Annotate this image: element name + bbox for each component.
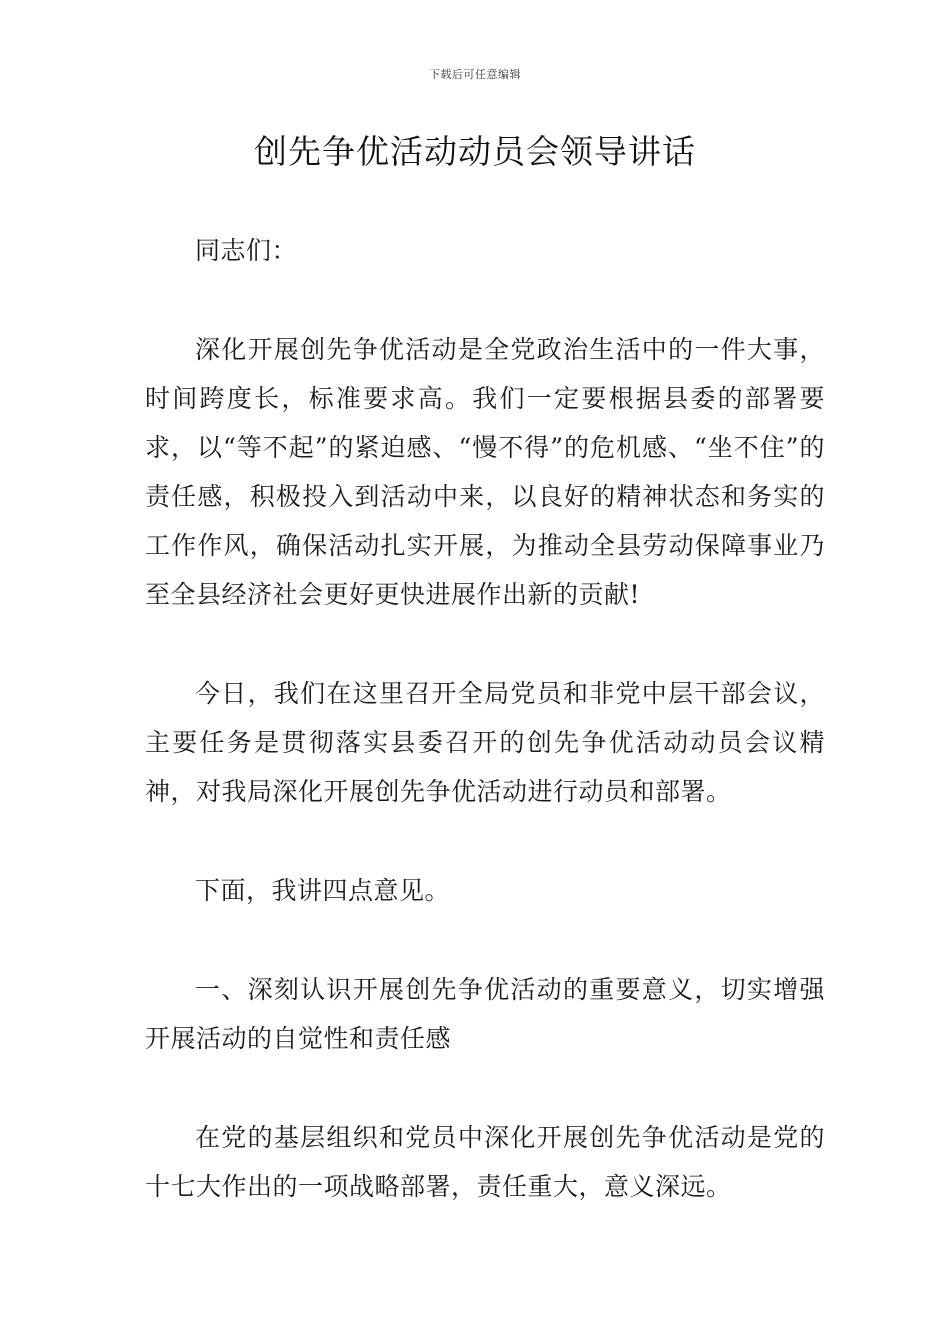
- document-body: [145, 226, 825, 1211]
- document-title: 创先争优活动动员会领导讲话: [254, 132, 696, 171]
- body-paragraph: 今日，我们在这里召开全局党员和非党中层干部会议，主要任务是贯彻落实县委召开的创先争优活动动员会议精神，对我局深化开展创先争优活动进行动员和部署。: [145, 679, 825, 806]
- body-paragraph: 下面，我讲四点意见。: [195, 876, 451, 905]
- salutation-paragraph: 同志们：: [195, 236, 298, 265]
- header-note: 下载后可任意编辑: [429, 68, 521, 81]
- section-heading: 一、深刻认识开展创先争优活动的重要意义，切实增强开展活动的自觉性和责任感: [145, 975, 825, 1053]
- body-paragraph: 在党的基层组织和党员中深化开展创先争优活动是党的十七大作出的一项战略部署，责任重大，意义深远。: [145, 1123, 825, 1201]
- body-paragraph: 深化开展创先争优活动是全党政治生活中的一件大事，时间跨度长，标准要求高。我们一定要根据县委的部署要求，以“等不起”的紧迫感、“慢不得”的危机感、“坐不住”的责任感，积极投入到活动中来，以良好的精神状态和务实的工作作风，确保活动扎实开展，为推动全县劳动保障事业乃至全县经济社会更好更快进展作出新的贡献!: [145, 335, 825, 609]
